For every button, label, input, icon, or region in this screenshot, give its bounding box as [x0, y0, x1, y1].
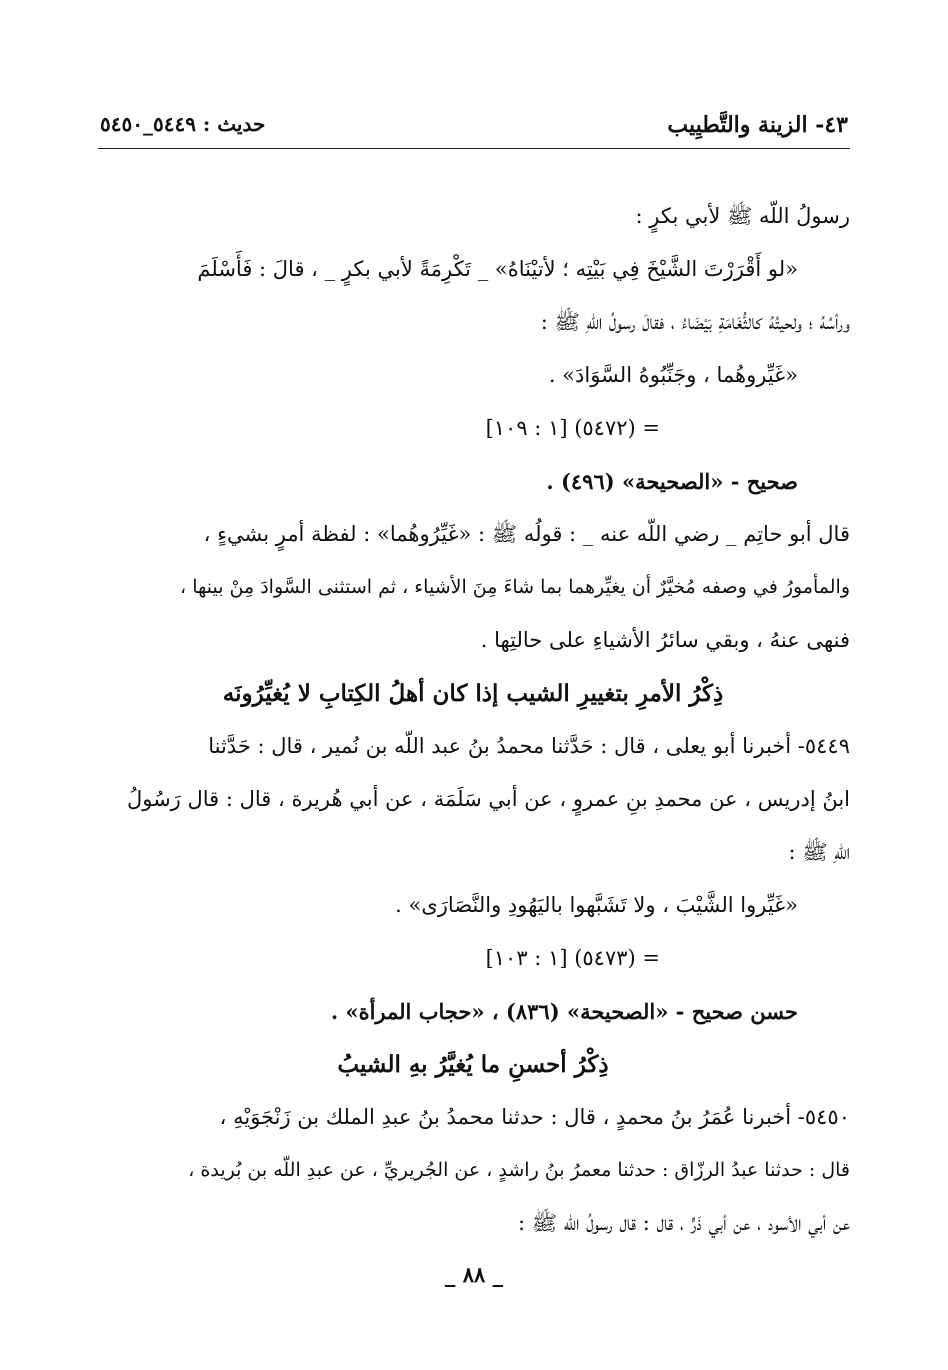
- hadith-quote-line: «غَيِّروا الشَّيْبَ ، ولا تَشَبَّهوا باليَهُودِ والنَّصَارَى» .: [395, 893, 798, 917]
- commentary-line: قال أبو حاتِم _ رضي اللّه عنه _ : قولُه ﷺ : «غَيِّرُوهُما» : لفظة أمرٍ بشيءٍ ،: [203, 522, 850, 546]
- isnad-line: ٥٤٥٠- أخبرنا عُمَرُ بنُ محمدٍ ، قال : حدثنا محمدُ بنُ عبدِ الملك بن زَنْجَوَيْهِ ،: [219, 1105, 850, 1129]
- page-body: [96, 190, 850, 1250]
- commentary-line: والمأمورُ في وصفه مُخيَّرٌ أن يغيِّرهما بما شاءَ مِنَ الأشياء ، ثم استثنى السَّوادَ مِنْ بينها ،: [180, 576, 850, 598]
- reference-line: = (٥٤٧٣) [١ : ١٠٣]: [485, 946, 660, 970]
- grading-line: حسن صحيح - «الصحيحة» (٨٣٦) ، «حجاب المرأة» .: [330, 999, 798, 1024]
- isnad-line: اللّهِ ﷺ :: [788, 840, 850, 864]
- hadith-quote-line: «غَيِّروهُما ، وجَنِّبُوهُ السَّوَادَ» .: [548, 363, 798, 387]
- chapter-title: ٤٣- الزينة والتَّطيِيب: [667, 112, 848, 138]
- text-line: رسولُ اللّه ﷺ لأبي بكرٍ :: [635, 204, 850, 228]
- hadith-quote-line: «لو أَقْرَرْتَ الشَّيْخَ فِي بَيْتِه ؛ لأتيْنَاهُ» _ تَكْرِمَةً لأبي بكرٍ _ ، قالَ : فَأَسْلَمَ: [197, 257, 798, 281]
- page-number: _ ٨٨ _: [444, 1262, 504, 1287]
- reference-line: = (٥٤٧٢) [١ : ١٠٩]: [485, 416, 660, 440]
- section-heading: ذِكْرُ أحسنِ ما يُغيَّرُ بهِ الشيبُ: [337, 1051, 609, 1078]
- isnad-line: قال : حدثنا عبدُ الرزّاق : حدثنا معمرُ بنُ راشدٍ ، عن الجُريريِّ ، عن عبدِ اللّه بن بُريدة ،: [188, 1159, 850, 1181]
- isnad-line: ابنُ إدريس ، عن محمدِ بنِ عمروٍ ، عن أبي سَلَمَة ، عن أبي هُريرة ، قال : قال رَسُولُ: [126, 787, 850, 811]
- text-line: ورأسُهُ ؛ ولحيتُهُ كالثُّغَامَةِ بَيْضَاءُ ، فقالَ رسولُ اللّهِ ﷺ :: [540, 310, 850, 334]
- hadith-range: حديث : ٥٤٤٩_٥٤٥٠: [100, 112, 266, 136]
- isnad-line: عن أبي الأسود ، عن أبي ذَرٍّ ، قال : قال رسولُ اللّه ﷺ :: [517, 1211, 850, 1235]
- section-heading: ذِكْرُ الأمرِ بتغييرِ الشيب إذا كان أهلُ الكِتابِ لا يُغيِّرُونَه: [222, 680, 724, 707]
- header-rule: [98, 148, 850, 149]
- grading-line: صحيح - «الصحيحة» (٤٩٦) .: [546, 469, 798, 494]
- commentary-line: فنهى عنهُ ، وبقي سائرُ الأشياءِ على حالتِها .: [480, 628, 850, 652]
- isnad-line: ٥٤٤٩- أخبرنا أبو يعلى ، قال : حَدَّثنا محمدُ بنُ عبد اللّه بن نُمير ، قال : حَدَّثنا: [208, 734, 850, 758]
- running-header: [100, 112, 848, 146]
